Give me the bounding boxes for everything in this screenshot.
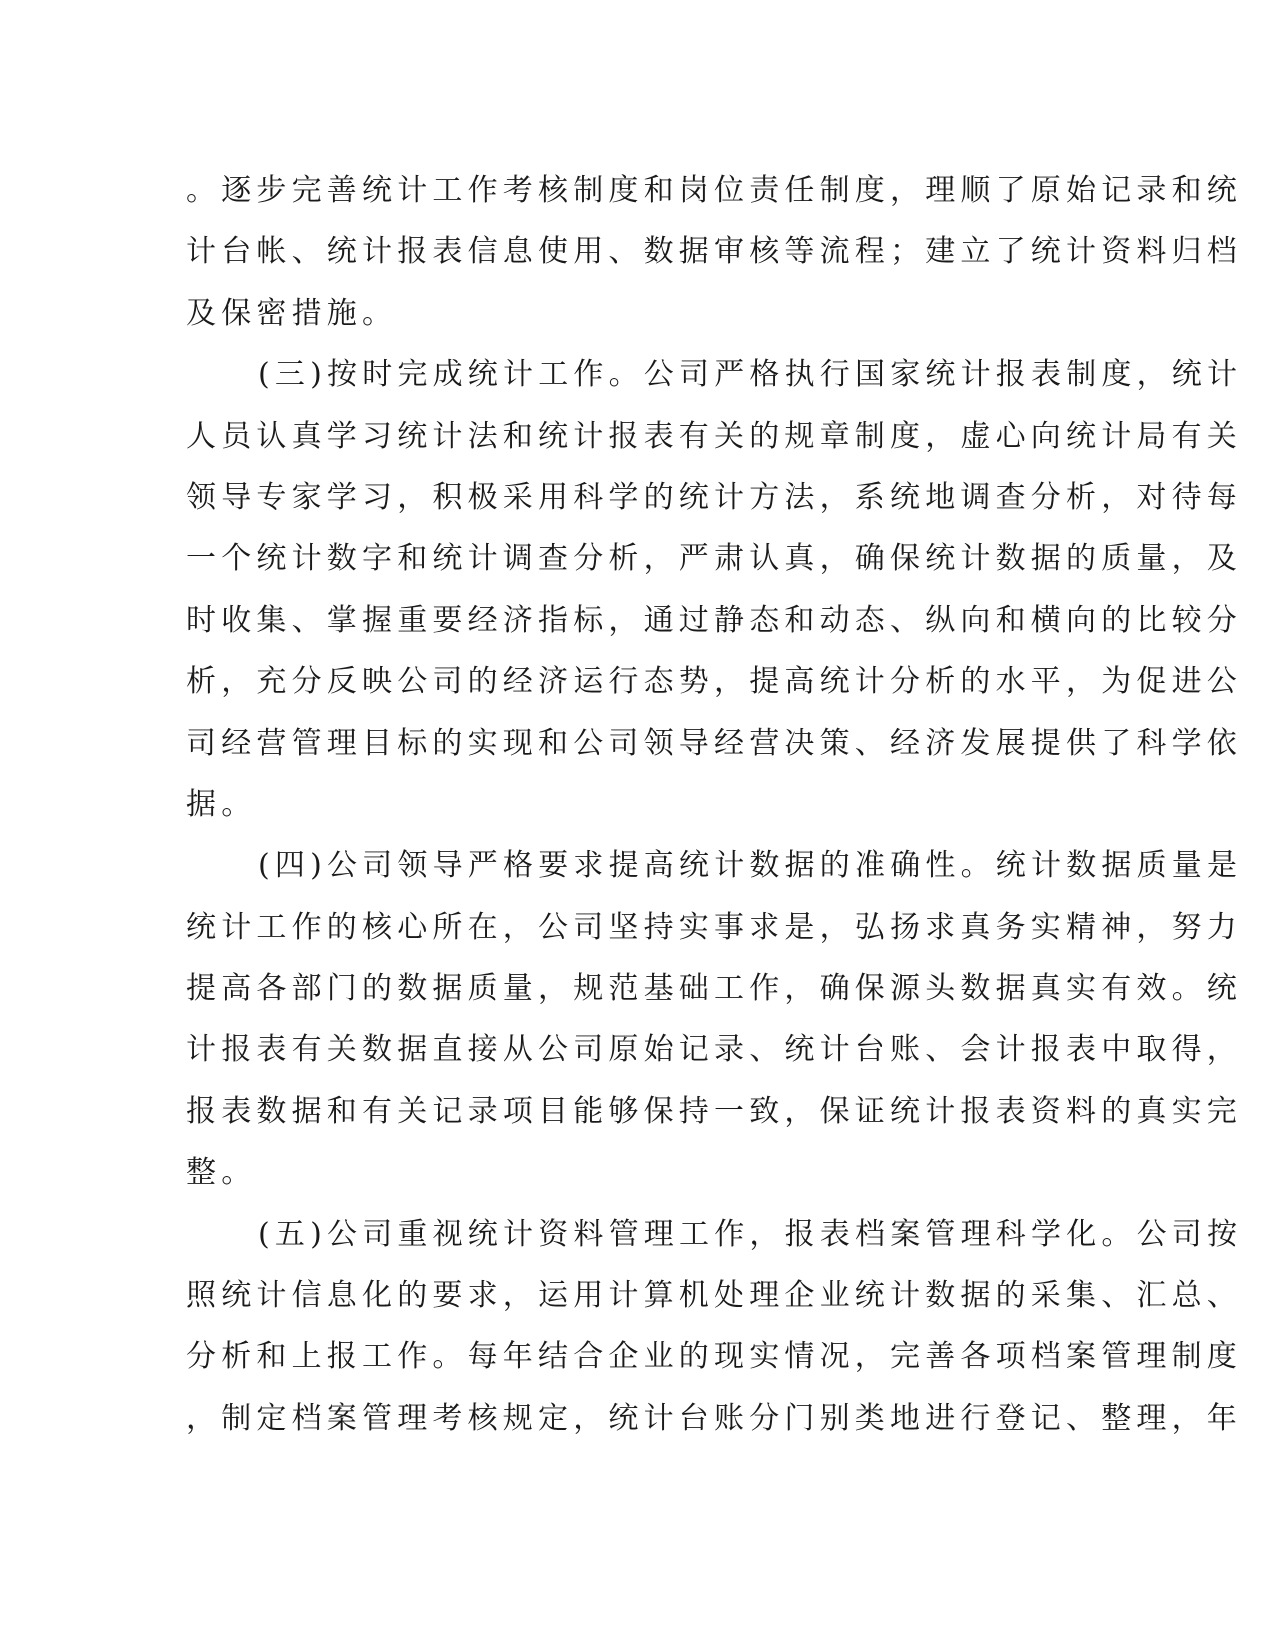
text-line: 照统计信息化的要求，运用计算机处理企业统计数据的采集、汇总、 (186, 1278, 1242, 1314)
text-line: 统计工作的核心所在，公司坚持实事求是，弘扬求真务实精神，努力 (186, 909, 1242, 945)
text-line: 计台帐、统计报表信息使用、数据审核等流程；建立了统计资料归档 (186, 234, 1242, 270)
text-line: 计报表有关数据直接从公司原始记录、统计台账、会计报表中取得， (186, 1032, 1242, 1068)
text-line: 据。 (186, 786, 257, 822)
body-text (186, 160, 1243, 1449)
text-line: 一个统计数字和统计调查分析，严肃认真，确保统计数据的质量，及 (186, 541, 1242, 577)
text-line: 领导专家学习，积极采用科学的统计方法，系统地调查分析，对待每 (186, 479, 1242, 515)
text-line: 及保密措施。 (186, 295, 398, 331)
text-line: 人员认真学习统计法和统计报表有关的规章制度，虚心向统计局有关 (186, 418, 1242, 454)
paragraph-start-line: (五)公司重视统计资料管理工作，报表档案管理科学化。公司按 (258, 1216, 1243, 1252)
text-line: 析，充分反映公司的经济运行态势，提高统计分析的水平，为促进公 (186, 664, 1242, 700)
text-line: 时收集、掌握重要经济指标，通过静态和动态、纵向和横向的比较分 (186, 602, 1242, 638)
text-line: 报表数据和有关记录项目能够保持一致，保证统计报表资料的真实完 (186, 1093, 1242, 1129)
text-line: 整。 (186, 1155, 257, 1191)
text-line: 司经营管理目标的实现和公司领导经营决策、经济发展提供了科学依 (186, 725, 1242, 761)
paragraph-start-line: (四)公司领导严格要求提高统计数据的准确性。统计数据质量是 (258, 848, 1243, 884)
text-line: 。逐步完善统计工作考核制度和岗位责任制度，理顺了原始记录和统 (186, 173, 1242, 208)
text-line: ，制定档案管理考核规定，统计台账分门别类地进行登记、整理，年 (186, 1400, 1242, 1436)
text-line: 提高各部门的数据质量，规范基础工作，确保源头数据真实有效。统 (186, 971, 1242, 1007)
text-line: 分析和上报工作。每年结合企业的现实情况，完善各项档案管理制度 (186, 1339, 1242, 1375)
paragraph-start-line: (三)按时完成统计工作。公司严格执行国家统计报表制度，统计 (258, 357, 1243, 393)
